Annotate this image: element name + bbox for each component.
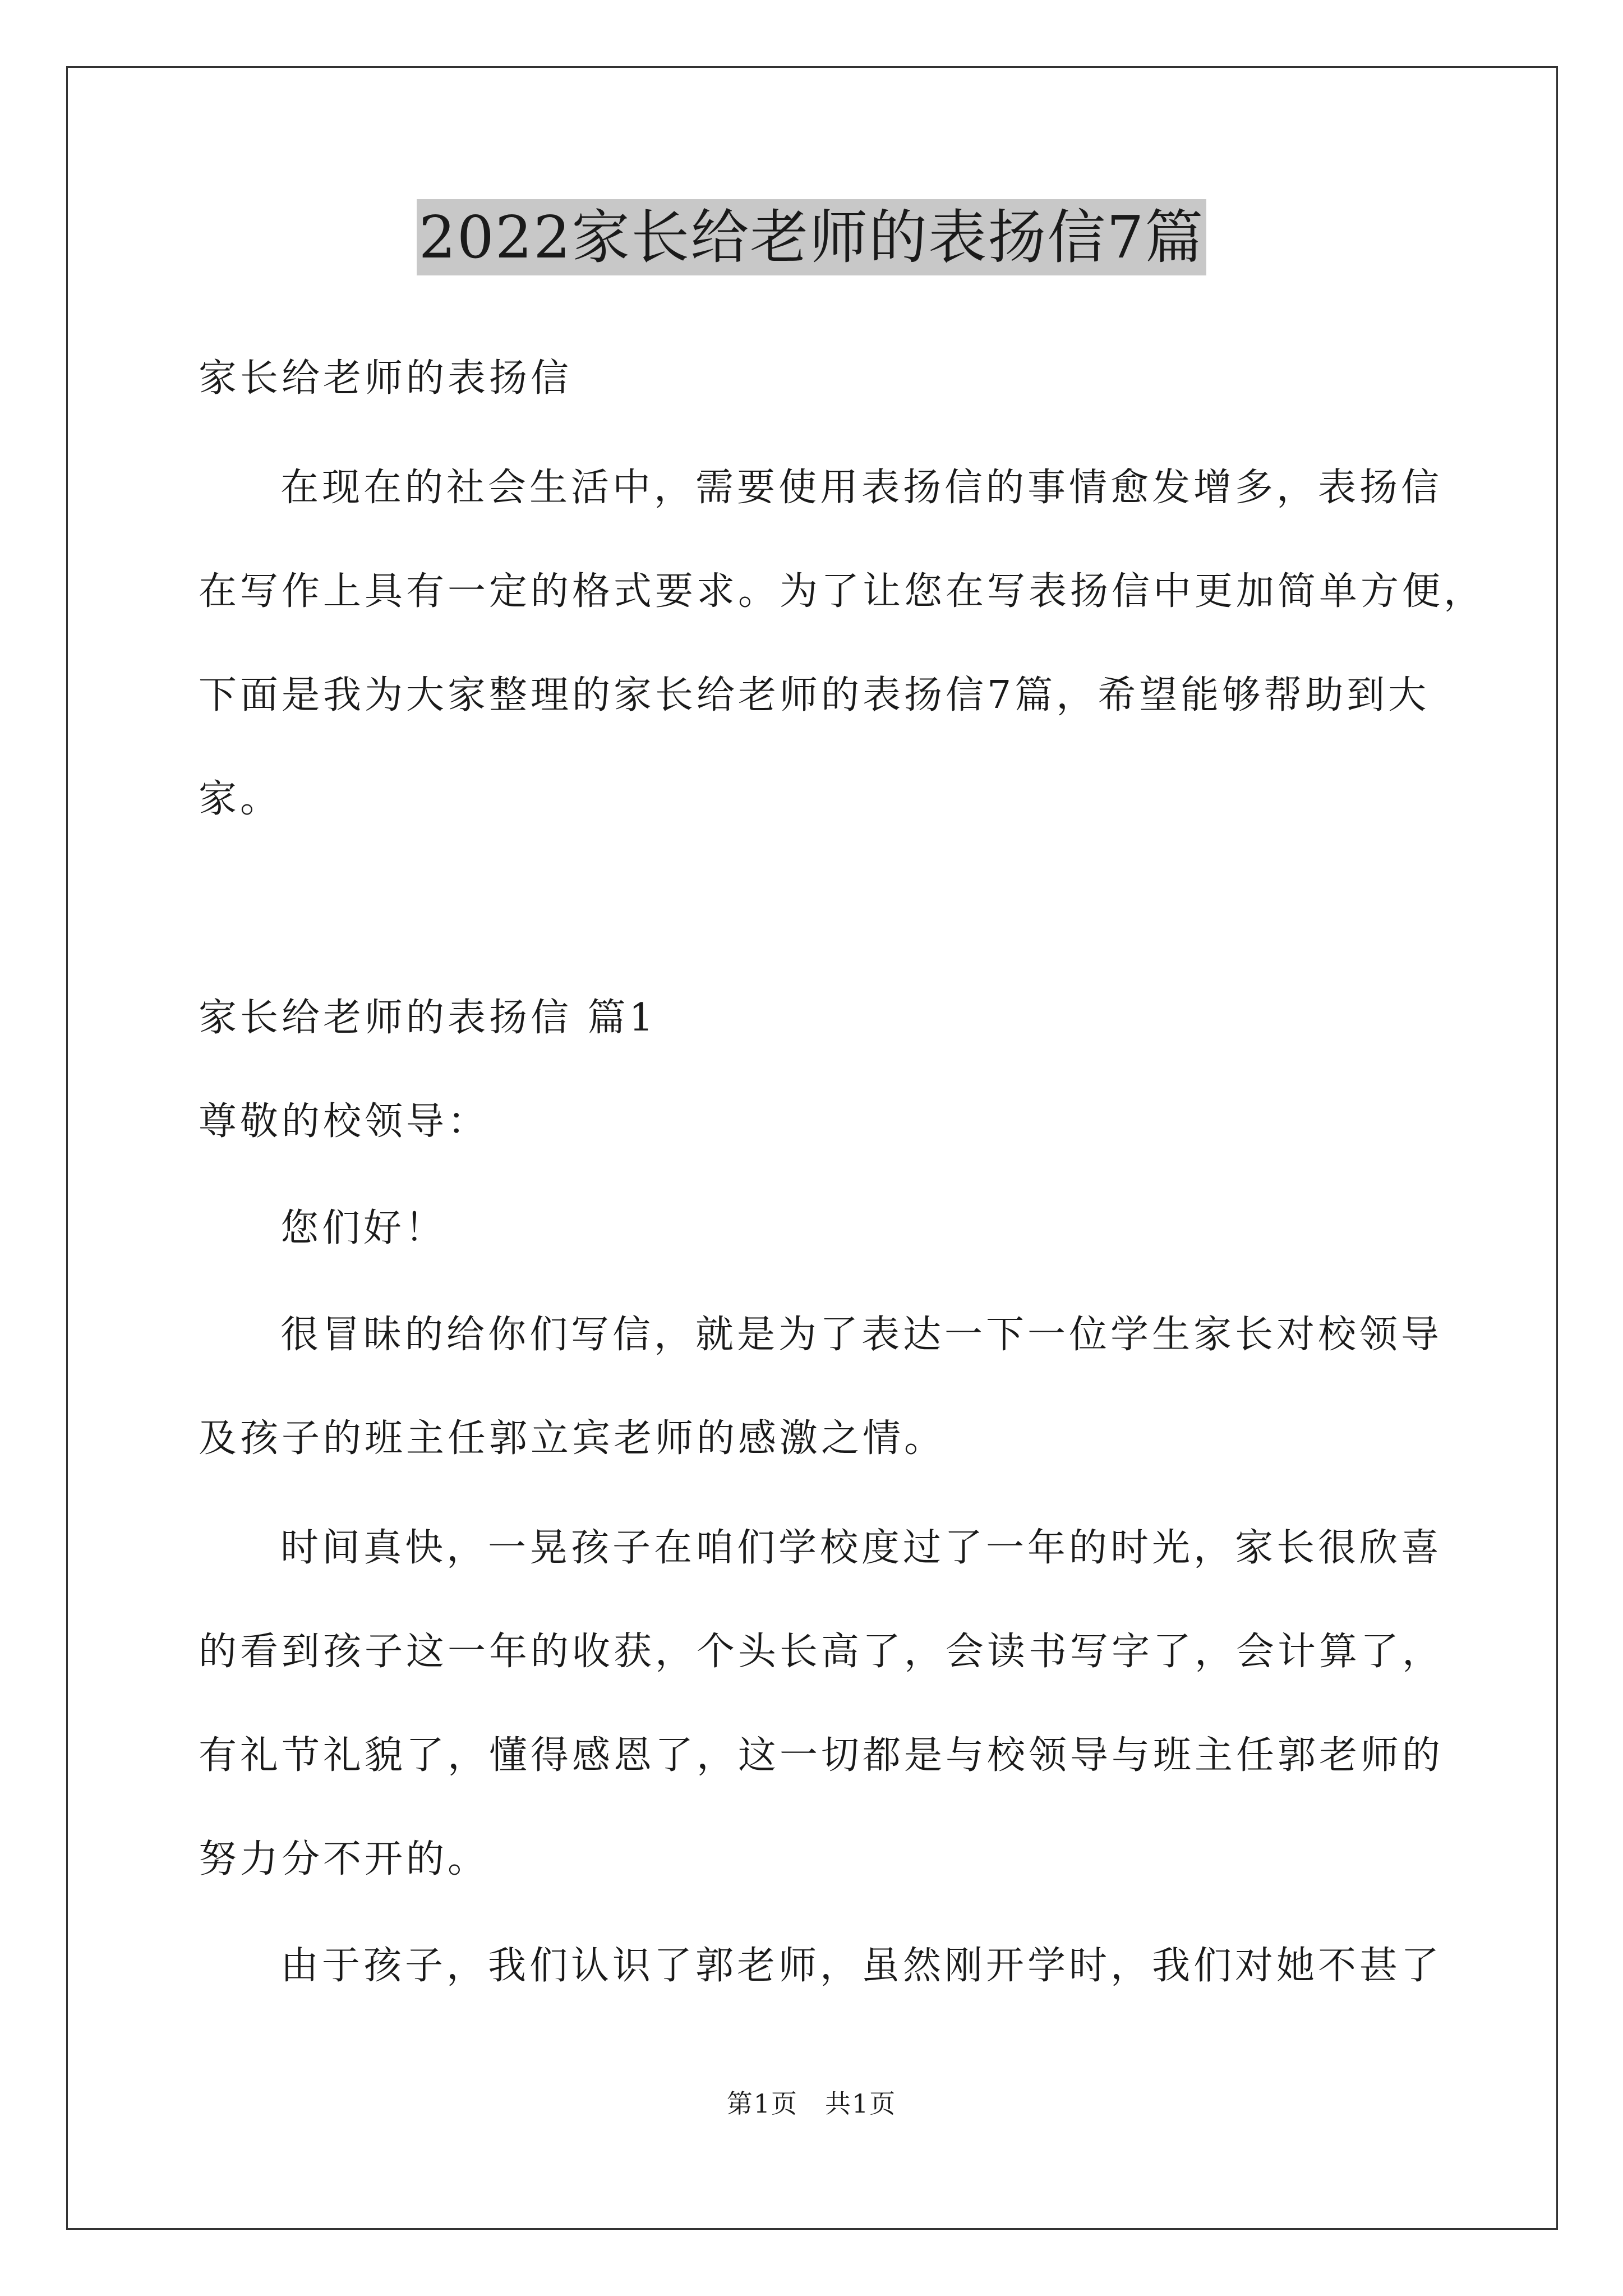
para2-line-2: 的看到孩子这一年的收获，个头长高了，会读书写字了，会计算了， [199,1630,1444,1674]
para2-line-4: 努力分不开的。 [199,1837,490,1881]
section-heading: 家长给老师的表扬信 篇1 [199,996,657,1040]
para1-line-1: 很冒昧的给你们写信，就是为了表达一下一位学生家长对校领导 [280,1313,1443,1357]
intro-line-3: 下面是我为大家整理的家长给老师的表扬信7篇，希望能够帮助到大 [199,673,1430,717]
salutation: 尊敬的校领导： [199,1099,490,1144]
intro-line-1: 在现在的社会生活中，需要使用表扬信的事情愈发增多，表扬信 [280,466,1443,510]
intro-line-4: 家。 [199,777,282,821]
para3-line-1: 由于孩子，我们认识了郭老师，虽然刚开学时，我们对她不甚了 [280,1944,1443,1988]
intro-heading: 家长给老师的表扬信 [199,356,573,401]
para2-line-1: 时间真快，一晃孩子在咱们学校度过了一年的时光，家长很欣喜 [280,1526,1443,1570]
intro-line-2: 在写作上具有一定的格式要求。为了让您在写表扬信中更加简单方便， [199,569,1486,614]
para2-line-3: 有礼节礼貌了，懂得感恩了，这一切都是与校领导与班主任郭老师的 [199,1733,1444,1778]
document-title: 2022家长给老师的表扬信7篇 [417,199,1207,275]
title-wrap [0,199,1623,275]
page-footer: 第1页 共1页 [726,2088,897,2119]
greeting: 您们好！ [280,1206,447,1250]
para1-line-2: 及孩子的班主任郭立宾老师的感激之情。 [199,1416,946,1461]
